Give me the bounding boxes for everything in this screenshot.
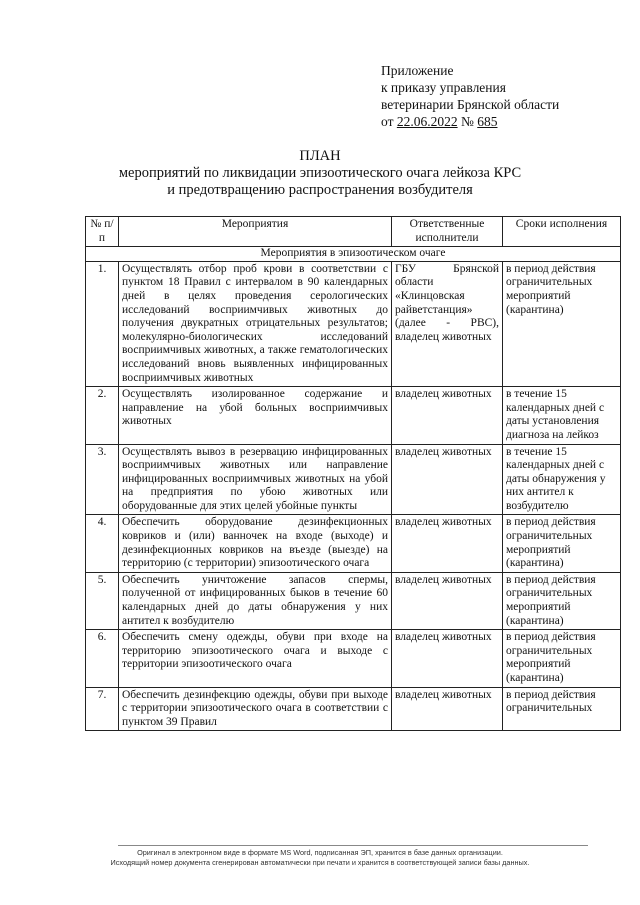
row-responsible: владелец животных — [392, 630, 503, 687]
row-number: 4. — [86, 515, 119, 572]
row-responsible: владелец животных — [392, 515, 503, 572]
document-footer — [0, 848, 640, 868]
header-num: № п/п — [86, 217, 119, 247]
footer-original-note: Оригинал в электронном виде в формате MS Word, подписанная ЭП, хранится в базе данных организации. — [137, 848, 503, 857]
header-responsible: Ответственные исполнители — [392, 217, 503, 247]
row-deadline: в течение 15 календарных дней с даты обнаружения у них антител к возбудителю — [503, 444, 621, 515]
row-measure: Осуществлять изолированное содержание и направление на убой больных восприимчивых животных — [119, 387, 392, 444]
number-label: № — [457, 114, 478, 129]
row-deadline: в течение 15 календарных дней с даты установления диагноза на лейкоз — [503, 387, 621, 444]
footer-divider — [118, 845, 588, 846]
row-deadline: в период действия ограничительных мероприятий (карантина) — [503, 261, 621, 386]
row-number: 1. — [86, 261, 119, 386]
table-row — [86, 630, 621, 687]
footer-number-note: Исходящий номер документа сгенерирован автоматически при печати и хранится в соответствующей записи базы данных. — [110, 858, 530, 867]
appendix-order-ref: к приказу управления — [381, 80, 506, 95]
row-number: 7. — [86, 687, 119, 731]
title-plan: ПЛАН — [299, 148, 341, 164]
table-row — [86, 572, 621, 629]
section-title: Мероприятия в эпизоотическом очаге — [86, 247, 621, 262]
row-measure: Осуществлять отбор проб крови в соответствии с пунктом 18 Правил с интервалом в 90 календарных дней в целях проведения серологических исследований восприимчивых животных до получения двукратных отрицательных результатов; молекулярно-биологических исследований восприимчивых животных, а также гематологических исследований вновь выявленных инфицированных восприимчивых животных — [119, 261, 392, 386]
row-responsible: владелец животных — [392, 572, 503, 629]
section-row — [86, 247, 621, 262]
row-measure: Обеспечить уничтожение запасов спермы, полученной от инфицированных быков в течение 60 календарных дней до даты обнаружения у них антител к возбудителю — [119, 572, 392, 629]
row-number: 5. — [86, 572, 119, 629]
appendix-department: ветеринарии Брянской области — [381, 97, 560, 112]
title-subject: мероприятий по ликвидации эпизоотического очага лейкоза КРС — [118, 165, 522, 181]
order-date: 22.06.2022 — [396, 114, 458, 129]
row-responsible: ГБУ Брянской области «Клинцовская райветстанция» (далее - РВС), владелец животных — [392, 261, 503, 386]
row-number: 2. — [86, 387, 119, 444]
title-subject-cont: и предотвращению распространения возбудителя — [167, 182, 473, 198]
row-measure: Обеспечить оборудование дезинфекционных ковриков и (или) ванночек на входе (выходе) и дезинфекционных ковриков на въезде (выезде) на территорию (с территории) эпизоотического очага — [119, 515, 392, 572]
order-number: 685 — [477, 114, 498, 129]
table-row — [86, 444, 621, 515]
appendix-label: Приложение — [381, 63, 454, 78]
document-title — [0, 148, 640, 199]
date-prefix: от — [381, 114, 397, 129]
table-header-row — [86, 217, 621, 247]
header-measures: Мероприятия — [119, 217, 392, 247]
row-deadline: в период действия ограничительных мероприятий (карантина) — [503, 630, 621, 687]
row-responsible: владелец животных — [392, 444, 503, 515]
row-number: 3. — [86, 444, 119, 515]
row-responsible: владелец животных — [392, 387, 503, 444]
row-measure: Обеспечить дезинфекцию одежды, обуви при выходе с территории эпизоотического очага в соответствии с пунктом 39 Правил — [119, 687, 392, 731]
row-deadline: в период действия ограничительных — [503, 687, 621, 731]
table-row — [86, 515, 621, 572]
row-deadline: в период действия ограничительных мероприятий (карантина) — [503, 515, 621, 572]
row-number: 6. — [86, 630, 119, 687]
measures-table — [85, 216, 621, 731]
appendix-date-number — [381, 113, 559, 130]
row-deadline: в период действия ограничительных мероприятий (карантина) — [503, 572, 621, 629]
table-row — [86, 687, 621, 731]
table-row — [86, 387, 621, 444]
row-responsible: владелец животных — [392, 687, 503, 731]
table-row — [86, 261, 621, 386]
row-measure: Осуществлять вывоз в резервацию инфицированных восприимчивых животных или направление инфицированных восприимчивых животных на убой на предприятия по убою животных или оборудованные для этих целей убойные пункты — [119, 444, 392, 515]
row-measure: Обеспечить смену одежды, обуви при входе на территорию эпизоотического очага и выходе с территории эпизоотического очага — [119, 630, 392, 687]
order-appendix-header — [381, 62, 559, 130]
header-deadline: Сроки исполнения — [503, 217, 621, 247]
